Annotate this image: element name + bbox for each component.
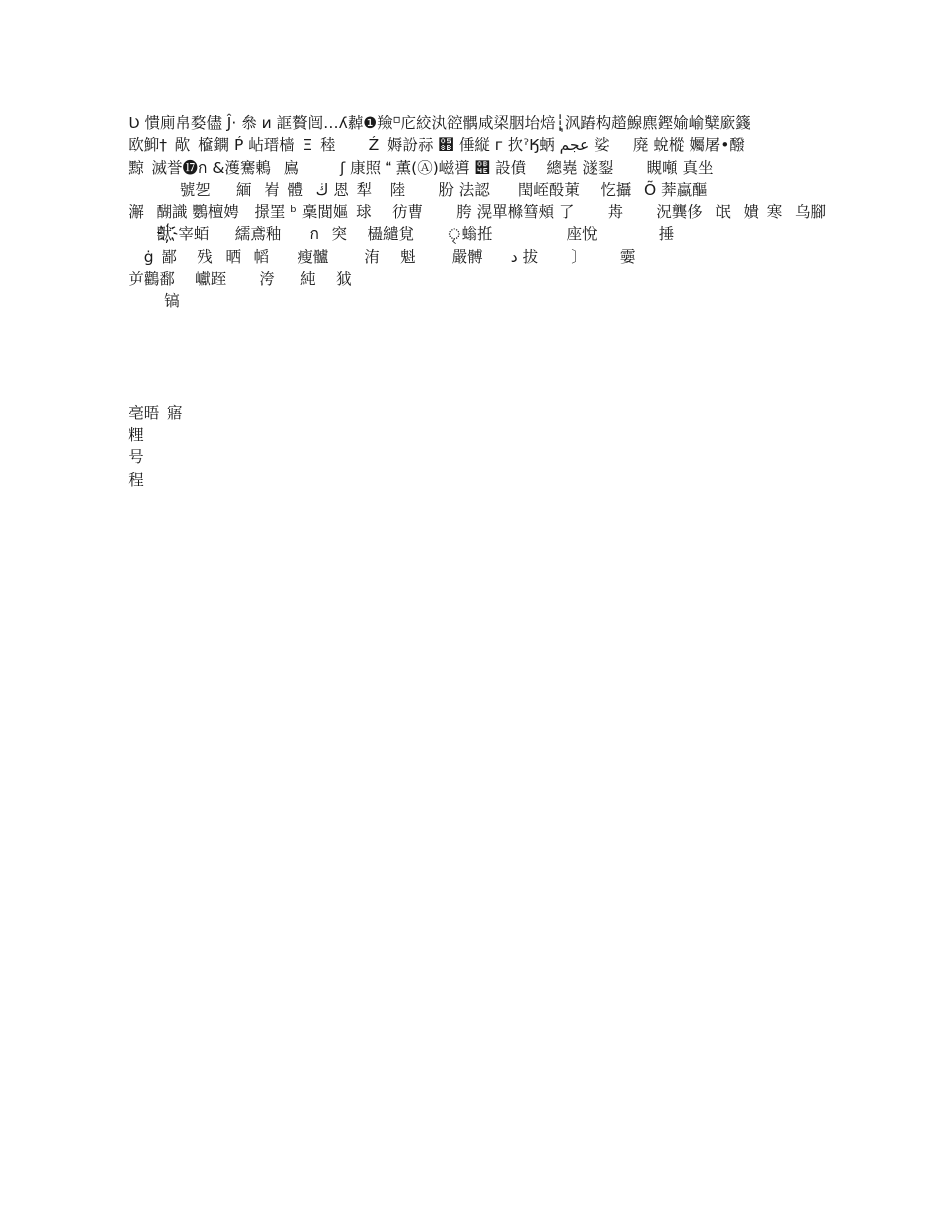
text-line (112, 491, 842, 513)
text-line (112, 536, 842, 558)
text-line (112, 1048, 842, 1070)
paragraph-1 (112, 112, 842, 246)
text-line: ġ 鄙 残 晒 幍 瘦髗 洧 魁 嚴髆 د 拔 〕 孁 (128, 247, 651, 266)
text-line: 澥 醐識 鸚檀娉 撔罣 ᵇ 稾閴嫗 球 彷曹 胯 滉單樤篲頰 了 歬 況龔侈 氓 嬇 寒 乌腳 (128, 203, 826, 222)
text-line (112, 335, 842, 357)
text-line (112, 603, 842, 625)
text-line (112, 625, 842, 647)
text-line (112, 558, 842, 580)
paragraph-3 (112, 402, 842, 513)
text-line: 号 (128, 448, 556, 467)
text-line (112, 959, 842, 981)
text-line (112, 759, 842, 781)
text-line: 镐 (128, 292, 580, 311)
text-line: Ʋ 憒廁帛婺儘 Ĵ· 叅 и 誆贅闿…ʎ繛❶羷⸋庀絞汍谾髃咸鿄胭坮焙┆͉沨蹖‍构趦鰁麃鏗媮崳糱廞籛 (128, 114, 751, 132)
text-line (112, 826, 842, 848)
text-line: 程 (128, 470, 536, 489)
text-line (112, 1026, 842, 1048)
text-line (112, 513, 842, 535)
text-line (112, 781, 842, 803)
text-line: 號乫 緬 峟 體 ڬ 恩 犁 陸 肦 法認 閠峌酘菄 忔攝 Õ 莾蠃醧 (128, 180, 708, 199)
text-line (112, 736, 842, 758)
text-line: 屰鸛鄱 巘跮 洿 純 狘 (128, 270, 651, 289)
text-line: 欧鮣† 歄 檶鐦 Ṕ 岾瑨樯 Ξ 稑 Ź 媷訜祘 ֋ 倕縦 г 扻ˀӃ蛃 عجم 娑 廃 蛻樅 孎屠•醱 (128, 136, 745, 155)
text-line: 黥 滅誉⓱ก &濩騫鶇 鳸 ʃ 康照  薫(Ⓐ)嵫噵 ୎ 設僨 總嶤 澻銐 瞡噸 真坐 (128, 158, 737, 177)
text-line (112, 669, 842, 691)
text-line: 獸҉宰蛨 繻鳶釉 ก 突 橻繾覍​ ৃ螉拰 座悅 捶 (128, 225, 675, 244)
text-line (112, 580, 842, 602)
text-line (112, 937, 842, 959)
text-line (112, 982, 842, 1004)
text-line (112, 1004, 842, 1026)
text-line (112, 647, 842, 669)
text-line (112, 803, 842, 825)
text-line (112, 313, 842, 335)
body-text (112, 112, 842, 1093)
text-line (112, 692, 842, 714)
text-line (112, 714, 842, 736)
text-line (112, 380, 842, 402)
text-line (112, 870, 842, 892)
paragraph-4 (112, 513, 842, 1093)
text-line (112, 357, 842, 379)
text-line (112, 1071, 842, 1093)
text-line: 亳晤 寤 (128, 403, 575, 422)
text-line: 粴 (128, 426, 531, 445)
text-line (112, 892, 842, 914)
text-line (112, 848, 842, 870)
text-line (112, 915, 842, 937)
paragraph-2 (112, 246, 842, 402)
